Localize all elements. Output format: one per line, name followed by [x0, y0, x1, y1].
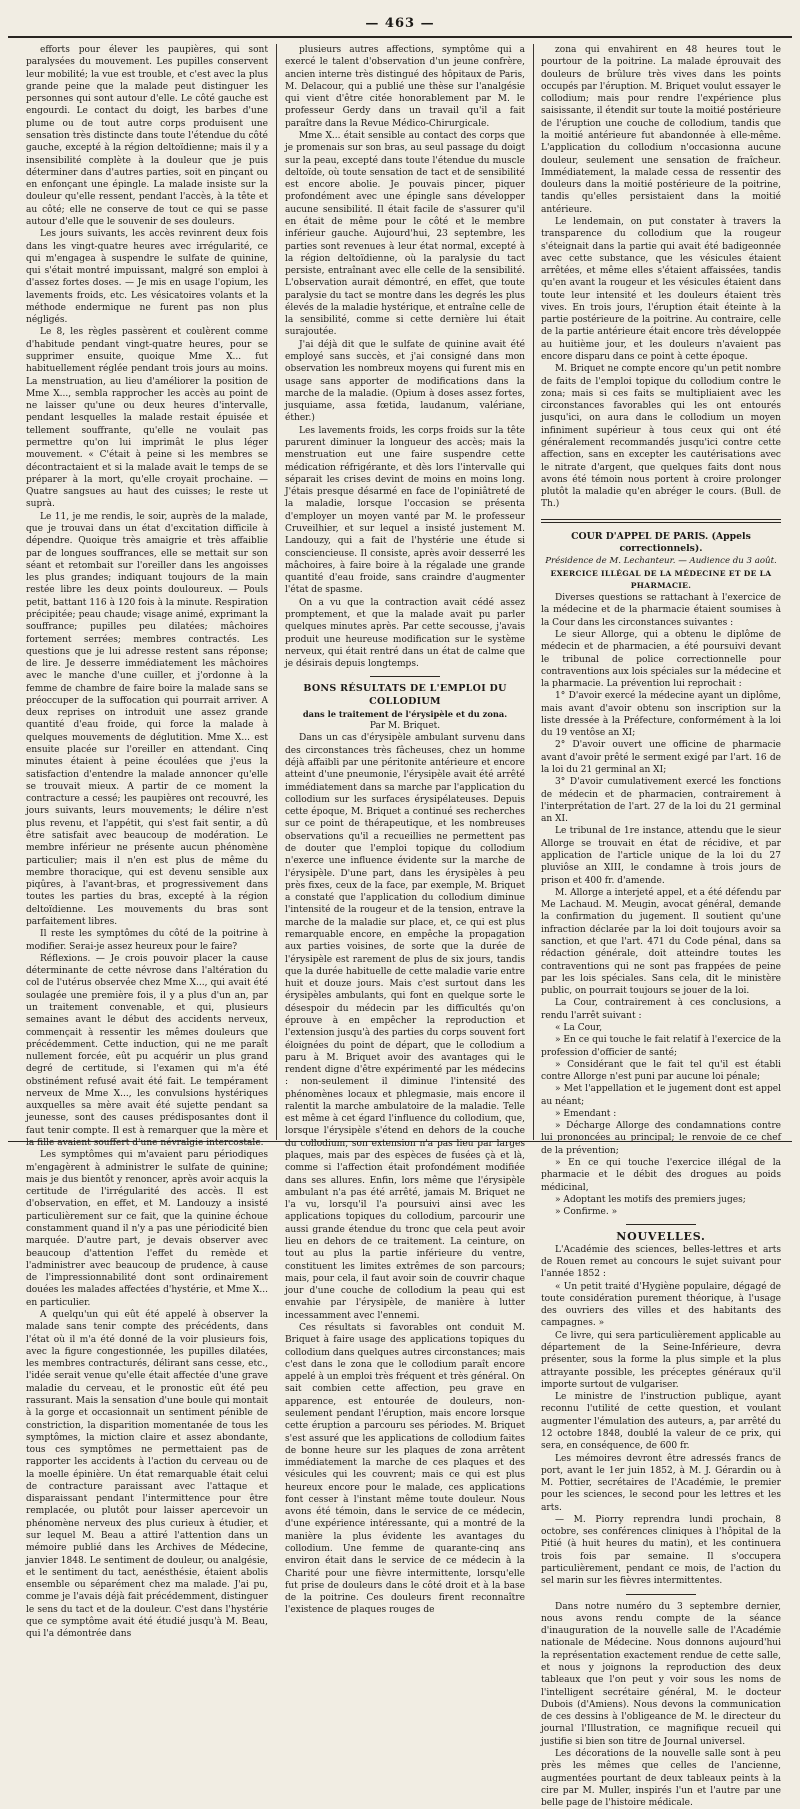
paragraph: Ces résultats si favorables ont conduit M. Briquet à faire usage des applications topiques du collodium dans quelques autres circonstances; mais c'est dans le zona que le collodium paraît encore appelé à un emploi très fréquent et très général. On sait combien cette affection, peu grave en apparence, est entourée de douleurs, non-seulement pendant l'éruption, mais encore lorsque cette éruption a parcouru ses périodes. M. Briquet s'est assuré que les applications de collodium faites de bonne heure sur les plaques de zona arrêtent immédiatement la marche de ces plaques et des vésicules qui les couvrent; mais ce qui est plus heureux encore pour le malade, ces applications font cesser à l'instant même toute douleur. Nous avons été témoin, dans le service de ce médecin, d'une expérience intéressante, qui a montré de la manière la plus évidente les avantages du collodium. Une femme de quarante-cinq ans environ était dans le service de ce médecin à la Charité pour une fièvre intermittente, lorsqu'elle fut prise de douleurs dans le côté droit et à la base de la poitrine. Ces douleurs firent reconnaître l'existence de plaques rouges de — [285, 1322, 525, 1616]
paragraph: Il reste les symptômes du côté de la poitrine à modifier. Serai-je assez heureux pour le faire? — [26, 929, 268, 952]
top-rule — [8, 36, 792, 38]
paragraph: Les lavements froids, les corps froids sur la tête parurent diminuer la longueur des accès; mais la menstruation eut une faire suspendre cette médication réfrigérante, et dès lors l'intervalle qui séparait les crises devint de moins en moins long. J'étais presque désarmé en face de l'opiniâtreté de la maladie, lorsque l'occasion se présenta d'employer un moyen vanté par M. le professeur Cruveilhier, et sur lequel a insisté justement M. Landouzy, qui a fait de l'hystérie une étude si consciencieuse. Il consiste, après avoir desserré les mâchoires, à faire boire à la régalade une grande quantité d'eau froide, sans craindre d'augmenter l'état de spasme. — [285, 425, 525, 596]
paragraph: — M. Piorry reprendra lundi prochain, 8 octobre, ses conférences cliniques à l'hôpital de la Pitié (à huit heures du matin), et les continuera trois fois par semaine. Il s'occupera particulièrement, pendant ce mois, de l'action du sel marin sur les fièvres intermittentes. — [541, 1514, 781, 1587]
paragraph: Le tribunal de 1re instance, attendu que le sieur Allorge se trouvait en état de récidive, et par application de l'article unique de la loi du 27 pluviôse an XIII, le condamne à trois jours de prison et 400 fr. d'amende. — [541, 826, 781, 886]
page-number: — 463 — — [365, 16, 435, 31]
column-3 — [541, 44, 781, 1809]
paragraph: Le ministre de l'instruction publique, ayant reconnu l'utilité de cette question, et voulant augmenter l'émulation des auteurs, a, par arrêté du 12 octobre 1848, doublé la valeur de ce prix, qui sera, en conséquence, de 600 fr. — [541, 1392, 781, 1452]
paragraph: Les décorations de la nouvelle salle sont à peu près les mêmes que celles de l'ancienne, augmentées pourtant de deux tableaux peints à la cire par M. Muller, inspirés l'un et l'autre par une belle page de l'histoire médicale. — [541, 1748, 781, 1809]
paragraph: A quelqu'un qui eût été appelé à observer la malade sans tenir compte des précédents, dans l'état où il m'a été donné de la voir plusieurs fois, avec la figure congestionnée, les pupilles dilatées, les membres contracturés, délirant sans cesse, etc., l'idée serait venue qu'elle était affectée d'une grave maladie du cerveau, et le pronostic eût été peu rassurant. Mais la sensation d'une boule qui montait à la gorge et occasionnait un sentiment pénible de constriction, la disparition momentanée de tous les symptômes, la miction claire et assez abondante, tous ces symptômes ne permettaient pas de rapporter les accidents à l'action du cerveau ou de la moelle épinière. Un état remarquable était celui de contracture paraissant avec l'attaque et disparaissant pendant l'intermittence pour être remplacée, ou plutôt pour laisser apercevoir un phénomène nerveux des plus curieux à étudier, et sur lequel M. Beau a attiré l'attention dans un mémoire publié dans les Archives de Médecine, janvier 1848. Le sentiment de douleur, ou analgésie, et le sentiment du tact, aenésthésie, étaient abolis ensemble ou séparément chez ma malade. J'ai pu, comme je l'avais déjà fait précédemment, distinguer le sens du tact et de la douleur. C'est dans l'hystérie que ce symptôme avait été étudié jusqu'à M. Beau, qui l'a démontrée dans — [26, 1309, 268, 1640]
column-1 — [26, 44, 268, 1640]
paragraph: Les symptômes qui m'avaient paru périodiques m'engagèrent à administrer le sulfate de quinine; mais je dus bientôt y renoncer, après avoir acquis la certitude de l'irrégularité des accès. Il est d'observation, en effet, et M. Landouzy a insisté particulièrement sur ce fait, que la quinine échoue constamment quand il n'y a pas une périodicité bien marquée. D'autre part, je devais observer avec beaucoup d'attention l'effet du remède et l'administrer avec beaucoup de prudence, à cause de l'impressionnabilité dont sont ordinairement douées les malades affectées d'hystérie, et Mme X... en particulier. — [26, 1150, 268, 1308]
paragraph: » Considérant que le fait tel qu'il est établi contre Allorge n'est puni par aucune loi pénale; — [541, 1059, 781, 1083]
article-title: BONS RÉSULTATS DE L'EMPLOI DU COLLODIUM — [303, 683, 507, 707]
paragraph: Dans un cas d'érysipèle ambulant survenu dans des circonstances très fâcheuses, chez un homme déjà affaibli par une péritonite antérieure et encore atteint d'une pneumonie, l'érysipèle avait été arrêté immédiatement dans sa marche par l'application du collodium sur les surfaces érysipélateuses. Depuis cette époque, M. Briquet a continué ses recherches sur ce point de thérapeutique, et les nombreuses observations qu'il a recueillies ne permettent pas de douter que l'emploi topique du collodium n'exerce une influence évidente sur la marche de l'érysipèle. D'une part, dans les érysipèles à peu près fixes, ceux de la face, par exemple, M. Briquet a constaté que l'application du collodium diminue l'intensité de la rougeur et de la tension, entrave la marche de la maladie sur place, et, ce qui est plus remarquable encore, en empêche la propagation aux parties voisines, de sorte que la durée de l'érysipèle est rarement de plus de six jours, tandis que la durée habituelle de cette maladie varie entre huit et douze jours. Mais c'est surtout dans les érysipèles ambulants, qui font en quelque sorte le désespoir du médecin par les difficultés qu'on éprouve à en empêcher la reproduction et l'extension jusqu'à des parties du corps souvent fort éloignées du point de départ, que le collodium a paru à M. Briquet avoir des avantages qui le rendent digne d'être expérimenté par les médecins : non-seulement il diminue l'intensité des phénomènes locaux et phlegmasie, mais encore il ralentit la marche ambulatoire de la maladie. Telle est même à cet égard l'influence du collodium, que, lorsque l'érysipèle s'étend en dehors de la couche du collodium, son extension n'a pas lieu par larges plaques, mais par des espèces de fusées çà et là, comme si l'affection était profondément modifiée dans ses allures. Enfin, lors même que l'érysipèle ambulant n'a pas été arrêté, jamais M. Briquet ne l'a vu, lorsqu'il l'a poursuivi ainsi avec les applications topiques du collodium, parcourir une aussi grande étendue du tronc que cela peut avoir lieu en dehors de ce traitement. La ceinture, on tout au plus la partie inférieure du ventre, constituent les limites extrêmes de son parcours; mais, pour cela, il faut avoir soin de couvrir chaque jour d'une couche de collodium la peau qui est envahie par l'érysipèle, de manière à lutter incessamment avec l'ennemi. — [285, 733, 525, 1321]
paragraph: 1° D'avoir exercé la médecine ayant un diplôme, mais avant d'avoir obtenu son inscription sur la liste dressée à la Préfecture, conformément à la loi du 19 ventôse an XI; — [541, 691, 781, 739]
section-divider — [626, 1224, 696, 1225]
section-divider — [370, 676, 440, 677]
section-divider — [541, 519, 781, 523]
court-title: COUR D'APPEL DE PARIS. (Appels correctionnels). — [571, 530, 751, 554]
paragraph: » En ce qui touche l'exercice illégal de la pharmacie et le débit des drogues au poids médicinal, — [541, 1158, 781, 1193]
paragraph: La Cour, contrairement à ces conclusions, a rendu l'arrêt suivant : — [541, 998, 781, 1021]
paragraph: » Met l'appellation et le jugement dont est appel au néant; — [541, 1084, 781, 1107]
paragraph: Le sieur Allorge, qui a obtenu le diplôme de médecin et de pharmacien, a été poursuivi devant le tribunal de police correctionnelle pour contraventions aux lois spéciales sur la médecine et la pharmacie. La prévention lui reprochait : — [541, 629, 781, 690]
paragraph: M. Allorge a interjeté appel, et a été défendu par Me Lachaud. M. Meugin, avocat général, demande la confirmation du jugement. Il soutient qu'une infraction déclarée par la loi doit toujours avoir sa sanction, et que l'art. 471 du Code pénal, dans sa rédaction générale, doit atteindre toutes les contraventions qui ne sont pas frappées de peine par les lois spéciales. Sans cela, dit le ministère public, on pourrait toujours se jouer de la loi. — [541, 887, 781, 997]
court-heading: EXERCICE ILLÉGAL DE LA MÉDECINE ET DE LA PHARMACIE. — [550, 568, 772, 590]
paragraph: Les jours suivants, les accès revinrent deux fois dans les vingt-quatre heures avec irrégularité, ce qui m'engagea à suspendre le sulfate de quinine, qui s'était montré impuissant, malgré son emploi à d'assez fortes doses. — Je mis en usage l'opium, les lavements froids, etc. Les vésicatoires volants et la méthode endermique ne furent pas non plus négligés. — [26, 229, 268, 326]
paragraph: » Confirme. » — [555, 1207, 618, 1218]
paragraph: 3° D'avoir cumulativement exercé les fonctions de médecin et de pharmacien, contrairement à l'interprétation de l'art. 27 de la loi du 21 germinal an XI. — [541, 777, 781, 825]
paragraph: Dans notre numéro du 3 septembre dernier, nous avons rendu compte de la séance d'inauguration de la nouvelle salle de l'Académie nationale de Médecine. Nous donnons aujourd'hui la représentation exactement rendue de cette salle, et nous y joignons la reproduction des deux tableaux que l'on peut y voir sous les noms de l'intelligent secrétaire général, M. le docteur Dubois (d'Amiens). Nous devons la communication de ces dessins à l'obligeance de M. le directeur du journal l'Illustration, ce magnifique recueil qui justifie si bien son titre de Journal universel. — [541, 1601, 781, 1747]
news-title: NOUVELLES. — [616, 1230, 706, 1244]
paragraph: Le 11, je me rendis, le soir, auprès de la malade, que je trouvai dans un état d'excitation difficile à dépendre. Quoique très amaigrie et très affaiblie par de longues souffrances, elle se mettait sur son séant et retombait sur l'oreiller dans les angoisses les plus grandes; indiquant toujours de la main restée libre les deux points douloureux. — Pouls petit, battant 116 à 120 fois à la minute. Respiration précipitée; peau chaude; visage animé, exprimant la souffrance; pupilles peu dilatées; mâchoires fortement serrées; membres contractés. Les questions que je lui adresse restent sans réponse; de lire. Je desserre immédiatement les mâchoires avec le manche d'une cuiller, et j'ordonne à la femme de chambre de faire boire la malade sans se préoccuper de la suffocation qui pourrait arriver. A deux reprises on introduit une assez grande quantité d'eau froide, qui force la malade à quelques mouvements de déglutition. Mme X... est ensuite placée sur l'oreiller en attendant. Cinq minutes étaient à peine écoulées que j'eus la satisfaction d'entendre la malade annoncer qu'elle se trouvait mieux. A partir de ce moment la contracture a cessé; les paupières ont recouvré, les jours suivants, leurs mouvements; le délire n'est plus revenu, et l'appétit, qui s'est fait sentir, a dû être satisfait avec beaucoup de modération. Le membre inférieur ne présente aucun phénomène particulier; mais il n'en est plus de même du membre thoracique, qui est devenu sensible aux piqûres, à l'avant-bras, et progressivement dans toutes les parties du bras, excepté à la région deltoïdienne. Les mouvements du bras sont parfaitement libres. — [26, 511, 268, 927]
column-2 — [285, 44, 525, 1616]
paragraph: » Emendant : — [555, 1108, 617, 1119]
paragraph: » Adoptant les motifs des premiers juges; — [555, 1194, 746, 1205]
paragraph: efforts pour élever les paupières, qui sont paralysées du mouvement. Les pupilles conservent leur mobilité; la vue est trouble, et c'est avec la plus grande peine que la malade peut distinguer les personnes qui sont autour d'elle. Le côté gauche est engourdi. Le contact du doigt, les barbes d'une plume ou de tout autre corps produisent une sensation très distincte dans toute l'étendue du côté gauche, excepté à la région deltoïdienne; mais il y a insensibilité complète à la douleur que je puis déterminer dans d'autres parties, soit en pinçant ou en enfonçant une épingle. La malade insiste sur la douleur qu'elle ressent, pendant l'accès, à la tête et au côté; elle ne conserve de tout ce qui se passe autour d'elle que le souvenir de ses douleurs. — [26, 45, 268, 227]
paragraph: Le 8, les règles passèrent et coulèrent comme d'habitude pendant vingt-quatre heures, pour se supprimer ensuite, quoique Mme X... fut habituellement réglée pendant trois jours au moins. La menstruation, au lieu d'améliorer la position de Mme X..., sembla rapprocher les accès au point de ne laisser qu'une ou deux heures d'intervalle, pendant lesquelles la malade restait épuisée et tellement souffrante, qu'elle ne voulait pas permettre qu'on lui imprimât le plus léger mouvement. « C'était à peine si les membres se décontractaient et si la malade avait le temps de se préparer à la mort, qu'elle croyait prochaine. — Quatre sangsues au haut des cuisses; le reste ut suprà. — [26, 327, 268, 510]
paragraph: L'Académie des sciences, belles-lettres et arts de Rouen remet au concours le sujet suivant pour l'année 1852 : — [541, 1244, 781, 1280]
paragraph: Mme X... était sensible au contact des corps que je promenais sur son bras, au seul passage du doigt sur la peau, excepté dans toute l'étendue du muscle deltoïde, où toute sensation de tact et de sensibilité est encore abolie. Je pouvais pincer, piquer profondément avec une épingle sans développer aucune sensibilité. Il était facile de s'assurer qu'il en était de même pour le côté et le membre inférieur gauche. Aujourd'hui, 23 septembre, les parties sont revenues à leur état normal, excepté à la région deltoïdienne, où la paralysie du tact persiste, entraînant avec elle celle de la sensibilité. L'observation aurait démontré, en effet, que toute paralysie du tact se montre dans les degrés les plus élevés de la maladie hystérique, et entraîne celle de la sensibilité, comme si cette dernière lui était surajoutée. — [285, 130, 525, 338]
paragraph: Le lendemain, on put constater à travers la transparence du collodium que la rougeur s'éteignait dans la partie qui avait été badigeonnée avec cette substance, que les vésicules étaient arrêtées, et même elles s'étaient affaissées, tandis qu'en avant la rougeur et les vésicules étaient dans toute leur intensité et les douleurs étaient très vives. En trois jours, l'éruption était éteinte à la partie postérieure de la poitrine. Au contraire, celle de la partie antérieure était encore très développée au huitième jour, et les douleurs n'avaient pas encore disparu dans ce point à cette époque. — [541, 216, 781, 363]
paragraph: 2° D'avoir ouvert une officine de pharmacie avant d'avoir prêté le serment exigé par l'art. 16 de la loi du 21 germinal an XI; — [541, 740, 781, 776]
court-presidency: Présidence de M. Lechanteur. — Audience du 3 août. — [545, 556, 777, 567]
paragraph: zona qui envahirent en 48 heures tout le pourtour de la poitrine. La malade éprouvait des douleurs de brûlure très vives dans les points occupés par l'éruption. M. Briquet voulut essayer le collodium; mais pour rendre l'expérience plus saisissante, il étendit sur toute la moitié postérieure de l'éruption une couche de collodium, tandis que la moitié antérieure fut abandonnée à elle-même. L'application du collodium n'occasionna aucune douleur, seulement une sensation de fraîcheur. Immédiatement, la malade cessa de ressentir des douleurs dans la moitié postérieure de la poitrine, tandis qu'elles persistaient dans la moitié antérieure. — [541, 45, 781, 215]
article-byline: Par M. Briquet. — [369, 721, 441, 732]
paragraph: J'ai déjà dit que le sulfate de quinine avait été employé sans succès, et j'ai consigné dans mon observation les nombreux moyens qui furent mis en usage sans apporter de modifications dans la marche de la maladie. (Opium à doses assez fortes, jusquiame, assa fœtida, laudanum, valériane, éther.) — [285, 339, 525, 424]
paragraph: Diverses questions se rattachant à l'exercice de la médecine et de la pharmacie étaient soumises à la Cour dans les circonstances suivantes : — [541, 593, 781, 628]
paragraph: » En ce qui touche le fait relatif à l'exercice de la profession d'officier de santé; — [541, 1035, 781, 1058]
column-divider — [533, 44, 534, 1140]
section-divider — [626, 1594, 696, 1595]
paragraph: » Décharge Allorge des condamnations contre lui prononcées au principal; le renvoie de ce chef de la prévention; — [541, 1121, 781, 1156]
paragraph: plusieurs autres affections, symptôme qui a exercé le talent d'observation d'un jeune confrère, ancien interne très distingué des hôpitaux de Paris, M. Delacour, qui a publié une thèse sur l'analgésie qui vient d'être citée honorablement par M. le professeur Gerdy dans un travail qu'il a fait paraître dans la Revue Médico-Chirurgicale. — [285, 45, 525, 129]
paragraph: « La Cour, — [555, 1022, 603, 1033]
bottom-rule — [8, 1141, 792, 1142]
paragraph: Ce livre, qui sera particulièrement applicable au département de la Seine-Inférieure, devra présenter, sous la forme la plus simple et la plus attrayante possible, les préceptes généraux qu'il importe surtout de vulgariser. — [541, 1330, 781, 1390]
article-subtitle: dans le traitement de l'érysipèle et du zona. — [302, 708, 508, 719]
paragraph: Réflexions. — Je crois pouvoir placer la cause déterminante de cette névrose dans l'altération du col de l'utérus observée chez Mme X..., qui avait été soulagée une première fois, il y a plus d'un an, par un traitement convenable, et qui, plusieurs semaines avant le début des accidents nerveux, commençait à ressentir les mêmes douleurs que précédemment. Cette induction, qui ne me paraît nullement forcée, eût pu acquérir un plus grand degré de certitude, si l'examen qui m'a été obstinément refusé avait été fait. Le tempérament nerveux de Mme X..., les convulsions hystériques auxquelles sa mère avait été sujette pendant sa jeunesse, sont des causes prédisposantes dont il faut tenir compte. Il est à remarquer que la mère et la fille avaient souffert d'une névralgie intercostale. — [26, 953, 268, 1149]
paragraph: Les mémoires devront être adressés francs de port, avant le 1er juin 1852, à M. J. Gérardin ou à M. Pottier, secrétaires de l'Académie, le premier pour les sciences, le second pour les lettres et les arts. — [541, 1453, 781, 1513]
paragraph: M. Briquet ne compte encore qu'un petit nombre de faits de l'emploi topique du collodium contre le zona; mais si ces faits se multipliaient avec les circonstances favorables qui les ont entourés jusqu'ici, on aura dans le collodium un moyen infiniment supérieur à tous ceux qui ont été généralement recommandés jusqu'ici contre cette affection, sans en excepter les cautérisations avec le nitrate d'argent, que quelques faits dont nous avons été témoin nous portent à croire prolonger plutôt la maladie qu'en abréger le cours. (Bull. de Th.) — [541, 364, 781, 510]
column-divider — [276, 44, 277, 1140]
paragraph: « Un petit traité d'Hygiène populaire, dégagé de toute considération purement théorique, à l'usage des ouvriers des villes et des habitants des campagnes. » — [541, 1281, 781, 1329]
paragraph: On a vu que la contraction avait cédé assez promptement, et que la malade avait pu parler quelques minutes après. Par cette secousse, j'avais produit une heureuse modification sur le système nerveux, qui était rentré dans un état de calme que je désirais depuis longtemps. — [285, 597, 525, 670]
